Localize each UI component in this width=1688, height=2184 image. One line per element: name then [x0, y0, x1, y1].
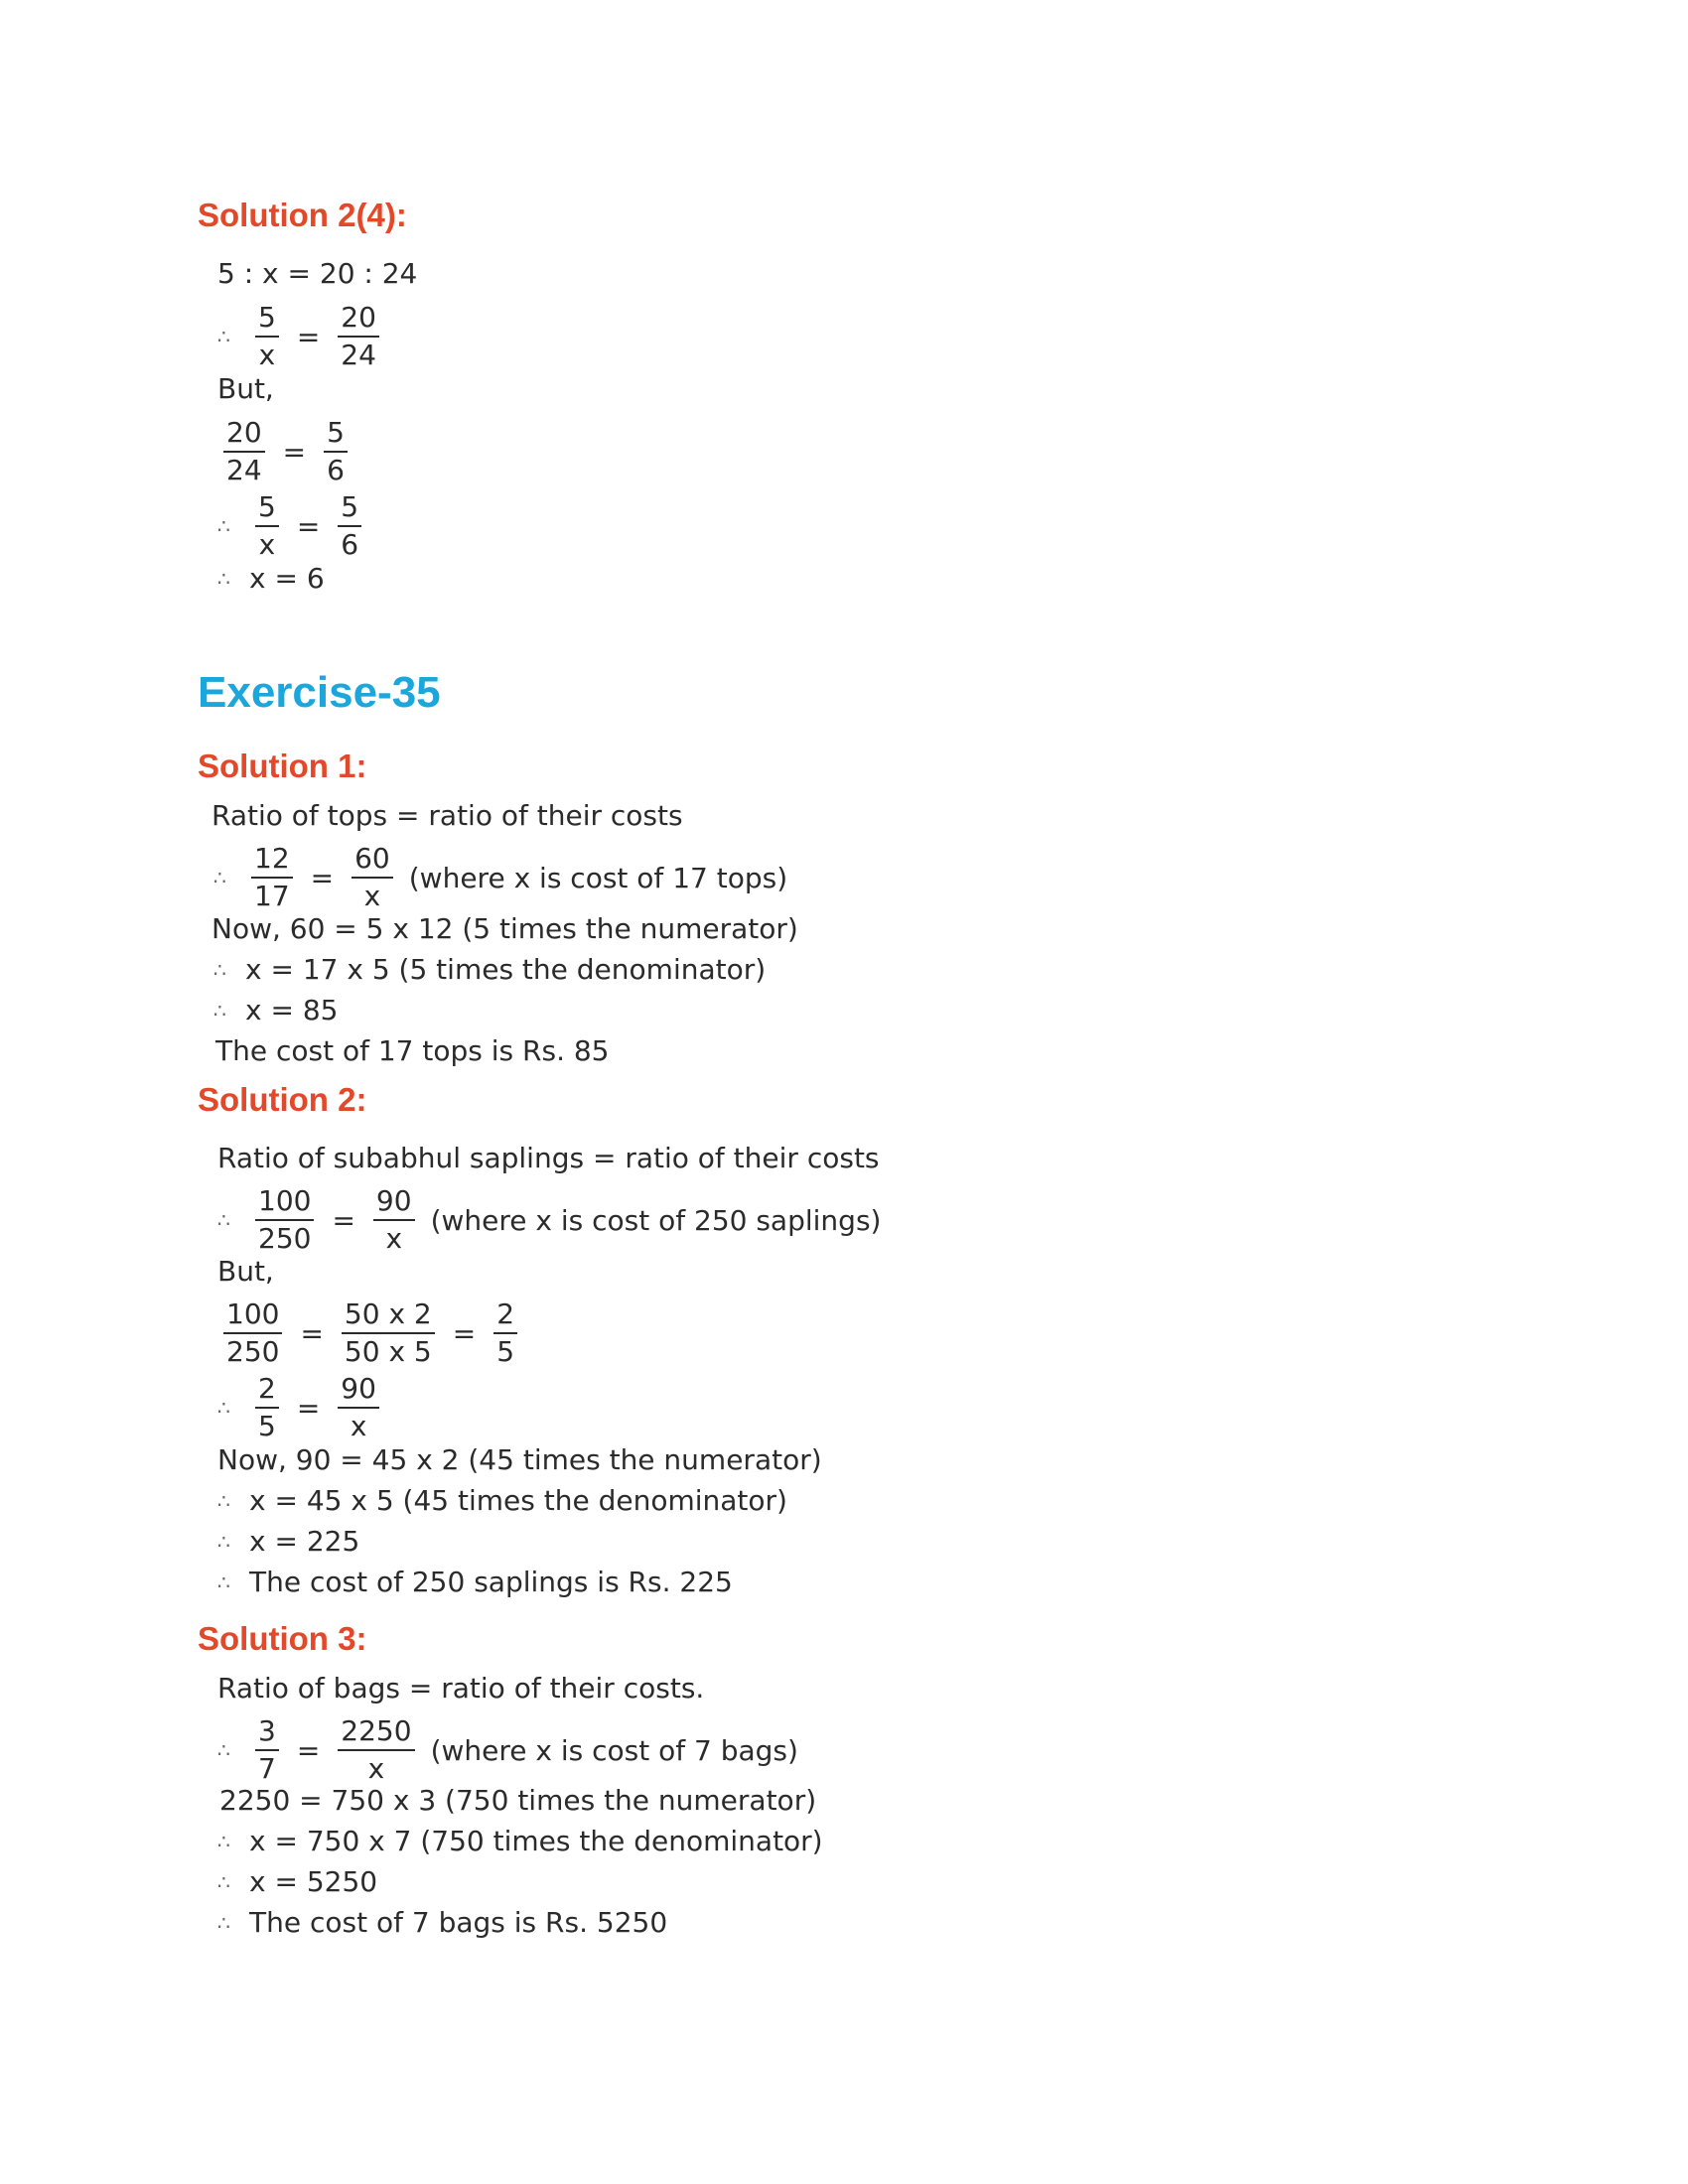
result-line: ∴ x = 6 [217, 562, 325, 595]
fraction: $\frac{50 x 2}{50 x 5}$ [342, 1297, 435, 1370]
fraction: $\frac{60}{x}$ [352, 841, 393, 914]
therefore-symbol: ∴ [217, 1870, 230, 1894]
text-line: ∴ The cost of 250 saplings is Rs. 225 [217, 1566, 733, 1598]
text-line: 2250 = 750 x 3 (750 times the numerator) [219, 1784, 817, 1817]
therefore-symbol: ∴ [217, 1208, 230, 1232]
text-line: The cost of 17 tops is Rs. 85 [215, 1034, 610, 1067]
therefore-symbol: ∴ [217, 1570, 230, 1594]
fraction-equation: ∴ $\frac{3}{7}$ = $\frac{2250}{x}$ (where x is cost of 7 bags) [217, 1714, 798, 1785]
fraction: $\frac{2}{5}$ [493, 1297, 517, 1370]
therefore-symbol: ∴ [217, 567, 230, 591]
fraction-equation: ∴ $\frac{100}{250}$ = $\frac{90}{x}$ (where x is cost of 250 saplings) [217, 1184, 882, 1255]
therefore-symbol: ∴ [213, 999, 226, 1023]
text-line: ∴ x = 45 x 5 (45 times the denominator) [217, 1484, 787, 1517]
fraction-equation: ∴ $\frac{5}{x}$ = $\frac{20}{24}$ [217, 300, 385, 373]
fraction: $\frac{2250}{x}$ [338, 1713, 414, 1787]
fraction: $\frac{2}{5}$ [255, 1371, 279, 1444]
text-line: ∴ x = 225 [217, 1525, 360, 1558]
fraction: $\frac{90}{x}$ [338, 1371, 379, 1444]
text-line: ∴ x = 17 x 5 (5 times the denominator) [213, 953, 767, 986]
fraction: $\frac{3}{7}$ [255, 1713, 279, 1787]
text-line: ∴ x = 5250 [217, 1865, 378, 1898]
therefore-symbol: ∴ [217, 325, 230, 348]
fraction: $\frac{100}{250}$ [223, 1297, 282, 1370]
therefore-symbol: ∴ [217, 1911, 230, 1935]
text-line: ∴ x = 85 [213, 994, 339, 1026]
fraction-equation: ∴ $\frac{12}{17}$ = $\frac{60}{x}$ (where x is cost of 17 tops) [213, 842, 788, 912]
fraction: $\frac{5}{x}$ [255, 489, 279, 563]
text-line: Now, 60 = 5 x 12 (5 times the numerator) [211, 912, 798, 945]
text-line: Ratio of bags = ratio of their costs. [217, 1672, 705, 1705]
fraction: $\frac{5}{6}$ [324, 415, 348, 488]
fraction: $\frac{5}{6}$ [338, 489, 361, 563]
therefore-symbol: ∴ [217, 514, 230, 538]
therefore-symbol: ∴ [217, 1396, 230, 1420]
therefore-symbol: ∴ [217, 1738, 230, 1762]
fraction-equation: ∴ $\frac{5}{x}$ = $\frac{5}{6}$ [217, 489, 367, 563]
fraction: $\frac{5}{x}$ [255, 300, 279, 373]
fraction: $\frac{20}{24}$ [338, 300, 379, 373]
therefore-symbol: ∴ [213, 958, 226, 982]
text-line: But, [217, 372, 274, 405]
solution-2-heading: Solution 2: [198, 1081, 367, 1118]
therefore-symbol: ∴ [217, 1489, 230, 1513]
fraction-equation: $\frac{20}{24}$ = $\frac{5}{6}$ [217, 415, 353, 488]
text-line: But, [217, 1255, 274, 1288]
therefore-symbol: ∴ [213, 866, 226, 889]
solution-1-heading: Solution 1: [198, 748, 367, 784]
equation-line: 5 : x = 20 : 24 [217, 257, 418, 290]
text-line: ∴ The cost of 7 bags is Rs. 5250 [217, 1906, 668, 1939]
text-line: Now, 90 = 45 x 2 (45 times the numerator) [217, 1443, 822, 1476]
therefore-symbol: ∴ [217, 1530, 230, 1554]
text-line: Ratio of subabhul saplings = ratio of their costs [217, 1142, 880, 1174]
text-line: ∴ x = 750 x 7 (750 times the denominator) [217, 1825, 823, 1857]
fraction-equation: $\frac{100}{250}$ = $\frac{50 x 2}{50 x 5}$ = $\frac{2}{5}$ [217, 1297, 523, 1370]
solution-2-4-heading: Solution 2(4): [198, 197, 407, 233]
fraction: $\frac{90}{x}$ [373, 1183, 415, 1257]
fraction-equation: ∴ $\frac{2}{5}$ = $\frac{90}{x}$ [217, 1371, 385, 1444]
fraction: $\frac{100}{250}$ [255, 1183, 314, 1257]
fraction: $\frac{20}{24}$ [223, 415, 265, 488]
solution-3-heading: Solution 3: [198, 1620, 367, 1657]
fraction: $\frac{12}{17}$ [251, 841, 293, 914]
exercise-heading: Exercise-35 [198, 668, 441, 717]
text-line: Ratio of tops = ratio of their costs [211, 799, 683, 832]
therefore-symbol: ∴ [217, 1830, 230, 1853]
